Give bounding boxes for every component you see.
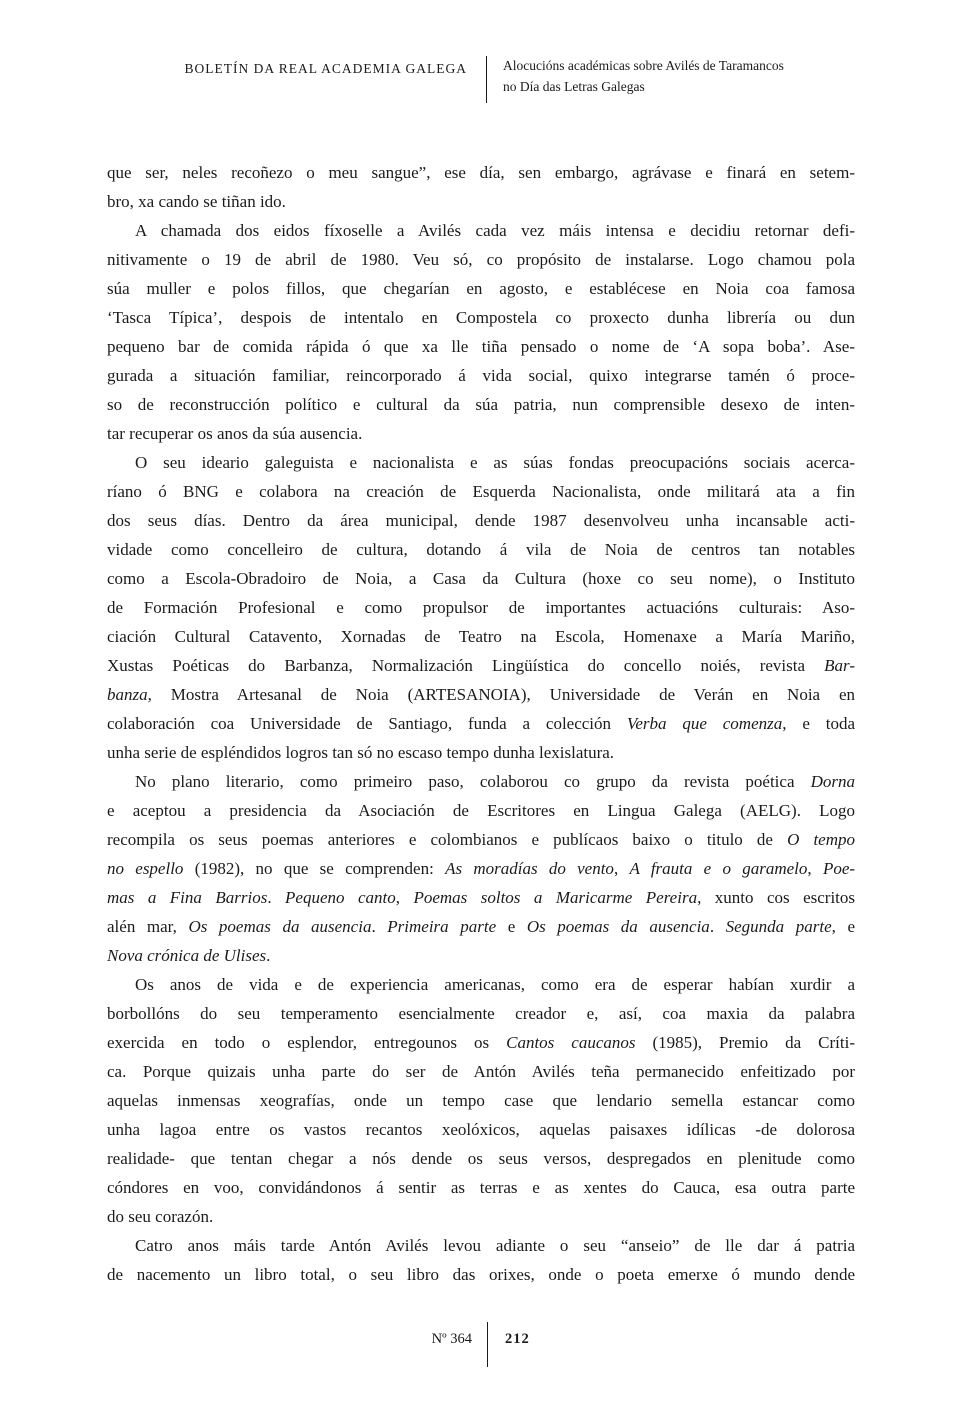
footer-issue-number: Nº 364 [431, 1331, 472, 1347]
text-line [107, 854, 855, 883]
text-line [107, 1202, 855, 1231]
text-segment: O seu ideario galeguista e nacionalista e as súas fondas preocupacións sociais acerca- [135, 453, 855, 472]
text-line [107, 796, 855, 825]
italic-text-segment: Bar- [824, 656, 855, 675]
text-segment: nitivamente o 19 de abril de 1980. Veu só, co propósito de instalarse. Logo chamou pola [107, 250, 855, 269]
text-line [107, 1231, 855, 1260]
text-line [107, 941, 855, 970]
text-segment: e [496, 917, 527, 936]
text-line [107, 245, 855, 274]
italic-text-segment: Primeira parte [387, 917, 497, 936]
text-segment: ‘Tasca Típica’, despois de intentalo en Compostela co proxecto dunha librería ou dun [107, 308, 855, 327]
text-line [107, 912, 855, 941]
text-segment: Xustas Poéticas do Barbanza, Normalización Lingüística do concello noiés, revista [107, 656, 825, 675]
italic-text-segment: Poemas soltos a Maricarme Pereira [413, 888, 698, 907]
text-segment: que ser, neles recoñezo o meu sangue”, ese día, sen embargo, agrávase e finará en setem- [107, 163, 855, 182]
text-segment: gurada a situación familiar, reincorporado á vida social, quixo integrarse tamén ó proce- [107, 366, 855, 385]
italic-text-segment: Pequeno canto [285, 888, 396, 907]
footer-divider [487, 1322, 488, 1367]
text-segment: , Mostra Artesanal de Noia (ARTESANOIA), Universidade de Verán en Noia en [147, 685, 855, 704]
text-segment: borbollóns do seu temperamento esencialmente creador e, así, coa maxia da palabra [107, 1004, 855, 1023]
text-segment: . [267, 888, 286, 907]
text-line [107, 390, 855, 419]
text-line [107, 1260, 855, 1289]
text-segment: recompila os seus poemas anteriores e colombianos e publícaos baixo o titulo de [107, 830, 788, 849]
text-segment: realidade- que tentan chegar a nós dende os seus versos, despregados en plenitude como [107, 1149, 855, 1168]
text-line [107, 535, 855, 564]
text-line [107, 448, 855, 477]
italic-text-segment: Nova crónica de Ulises [107, 946, 267, 965]
text-segment: , [395, 888, 414, 907]
italic-text-segment: mas a Fina Barrios [107, 888, 268, 907]
text-segment: aquelas inmensas xeografías, onde un tempo case que lendario semella estancar como [107, 1091, 855, 1110]
text-segment: unha lagoa entre os vastos recantos xeolóxicos, aquelas paisaxes idílicas -de dolorosa [107, 1120, 855, 1139]
text-segment: pequeno bar de comida rápida ó que xa lle tiña pensado o nome de ‘A sopa boba’. Ase- [107, 337, 855, 356]
text-line [107, 999, 855, 1028]
text-line [107, 825, 855, 854]
text-line [107, 767, 855, 796]
italic-text-segment: O tempo [787, 830, 855, 849]
italic-text-segment: Poe- [822, 859, 855, 878]
text-segment: Catro anos máis tarde Antón Avilés levou adiante o seu “anseio” de lle dar á patria [135, 1236, 855, 1255]
text-line [107, 1115, 855, 1144]
text-segment: . [371, 917, 388, 936]
text-segment: , [807, 859, 823, 878]
text-segment: . [266, 946, 271, 965]
text-line [107, 1086, 855, 1115]
text-line [107, 709, 855, 738]
text-line [107, 1173, 855, 1202]
text-segment: unha serie de espléndidos logros tan só no escaso tempo dunha lexislatura. [107, 743, 615, 762]
text-line [107, 506, 855, 535]
text-segment: dos seus días. Dentro da área municipal, dende 1987 desenvolveu unha incansable acti- [107, 511, 855, 530]
journal-title: BOLETÍN DA REAL ACADEMIA GALEGA [184, 61, 467, 76]
text-line [107, 187, 855, 216]
article-title-line2: no Día das Letras Galegas [503, 79, 645, 94]
text-segment: Os anos de vida e de experiencia americanas, como era de esperar habían xurdir a [135, 975, 855, 994]
text-line [107, 593, 855, 622]
article-title [503, 55, 843, 97]
italic-text-segment: As moradías do vento [445, 859, 614, 878]
text-line [107, 651, 855, 680]
italic-text-segment: Os poemas da ausencia [188, 917, 372, 936]
italic-text-segment: Verba que comenza [626, 714, 783, 733]
text-segment: de Formación Profesional e como propulsor de importantes actuacións culturais: Aso- [107, 598, 855, 617]
text-segment: A chamada dos eidos fíxoselle a Avilés cada vez máis intensa e decidiu retornar defi- [135, 221, 855, 240]
italic-text-segment: A frauta e o garamelo [629, 859, 808, 878]
italic-text-segment: banza [107, 685, 148, 704]
text-segment: tar recuperar os anos da súa ausencia. [107, 424, 363, 443]
text-segment: cóndores en voo, convidándonos á sentir as terras e as xentes do Cauca, esa outra parte [107, 1178, 855, 1197]
text-segment: exercida en todo o esplendor, entregounos os [107, 1033, 507, 1052]
text-segment: alén mar, [107, 917, 189, 936]
text-line [107, 361, 855, 390]
italic-text-segment: Os poemas da ausencia [526, 917, 710, 936]
text-segment: , xunto cos escritos [697, 888, 855, 907]
text-line [107, 158, 855, 187]
text-segment: , e toda [782, 714, 855, 733]
text-line [107, 622, 855, 651]
italic-text-segment: Cantos caucanos [506, 1033, 636, 1052]
text-segment: vidade como concelleiro de cultura, dotando á vila de Noia de centros tan notables [107, 540, 855, 559]
text-line [107, 274, 855, 303]
body-text [107, 158, 855, 1289]
text-segment: , e [831, 917, 855, 936]
text-line [107, 419, 855, 448]
text-segment: bro, xa cando se tiñan ido. [107, 192, 286, 211]
text-segment: colaboración coa Universidade de Santiago, funda a colección [107, 714, 627, 733]
text-segment: so de reconstrucción político e cultural da súa patria, nun comprensible desexo de inten- [107, 395, 855, 414]
text-segment: , [613, 859, 630, 878]
text-line [107, 332, 855, 361]
text-line [107, 680, 855, 709]
italic-text-segment: Segunda parte [725, 917, 832, 936]
text-segment: ríano ó BNG e colabora na creación de Esquerda Nacionalista, onde militará ata a fin [107, 482, 855, 501]
header-divider [486, 56, 487, 103]
footer-page-number: 212 [505, 1331, 530, 1347]
text-line [107, 477, 855, 506]
text-line [107, 216, 855, 245]
italic-text-segment: no espello [107, 859, 184, 878]
text-segment: . [709, 917, 726, 936]
text-line [107, 1057, 855, 1086]
text-segment: ca. Porque quizais unha parte do ser de Antón Avilés teña permanecido enfeitizado por [107, 1062, 855, 1081]
text-line [107, 1144, 855, 1173]
text-line [107, 1028, 855, 1057]
italic-text-segment: Dorna [810, 772, 855, 791]
text-segment: e aceptou a presidencia da Asociación de Escritores en Lingua Galega (AELG). Logo [107, 801, 855, 820]
text-line [107, 970, 855, 999]
text-segment: ciación Cultural Catavento, Xornadas de Teatro na Escola, Homenaxe a María Mariño, [107, 627, 855, 646]
text-line [107, 738, 855, 767]
text-line [107, 564, 855, 593]
text-line [107, 883, 855, 912]
text-segment: súa muller e polos fillos, que chegarían en agosto, e establécese en Noia coa famosa [107, 279, 855, 298]
text-segment: (1985), Premio da Críti- [635, 1033, 855, 1052]
text-segment: No plano literario, como primeiro paso, colaborou co grupo da revista poética [135, 772, 811, 791]
text-line [107, 303, 855, 332]
article-title-line1: Alocucións académicas sobre Avilés de Taramancos [503, 58, 784, 73]
text-segment: de nacemento un libro total, o seu libro das orixes, onde o poeta emerxe ó mundo dende [107, 1265, 855, 1284]
text-segment: como a Escola-Obradoiro de Noia, a Casa da Cultura (hoxe co seu nome), o Instituto [107, 569, 855, 588]
text-segment: (1982), no que se comprenden: [183, 859, 446, 878]
text-segment: do seu corazón. [107, 1207, 214, 1226]
